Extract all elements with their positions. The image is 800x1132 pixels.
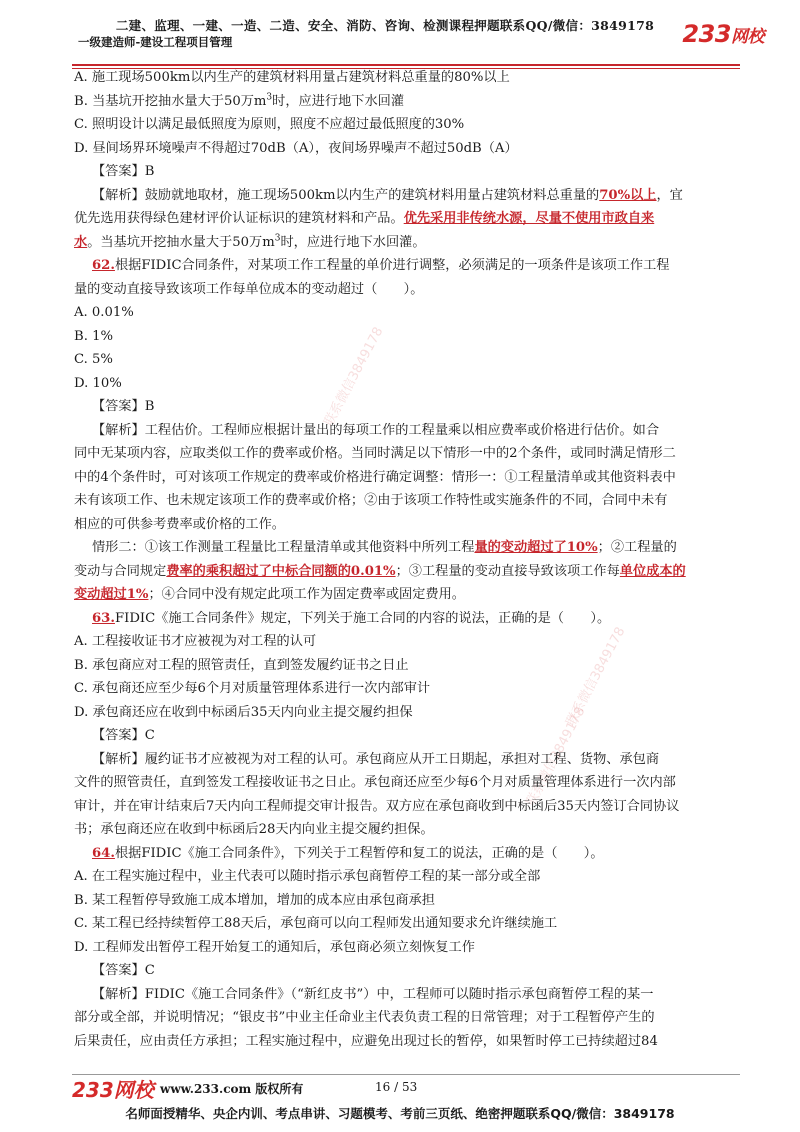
footer-rule [72, 1074, 740, 1075]
text-line [74, 936, 732, 960]
watermark: 联系微信3849178 [563, 624, 629, 729]
watermark: 联系微信3849178 [321, 324, 387, 429]
text-line [92, 184, 732, 208]
text-line [92, 842, 732, 866]
text-segment: B. 承包商应对工程的照管责任，直到签发履约证书之日止 [74, 657, 409, 673]
text-segment: 时，应进行地下水回灌 [272, 93, 405, 109]
text-line [74, 583, 732, 607]
text-segment: 3 [274, 233, 281, 244]
text-line [74, 278, 732, 302]
text-segment: B. 当基坑开挖抽水量大于50万m [74, 93, 267, 109]
highlighted-text: 70%以上 [599, 187, 657, 203]
text-line [92, 254, 732, 278]
page-number: 16 / 53 [375, 1080, 418, 1094]
text-line [92, 419, 732, 443]
text-segment: 【解析】工程估价。工程师应根据计量出的每项工作的工程量乘以相应费率或价格进行估价。如合 [92, 422, 660, 438]
text-segment: A. 施工现场500km以内生产的建筑材料用量占建筑材料总重量的80%以上 [74, 70, 510, 85]
text-segment: 部分或全部，并说明情况；“银皮书”中业主任命业主代表负责工程的日常管理；对于工程暂停产生的 [74, 1010, 655, 1025]
text-line [74, 348, 732, 372]
text-line [74, 513, 732, 537]
header-subject: 一级建造师-建设工程项目管理 [78, 35, 233, 49]
text-segment: 书；承包商还应在收到中标函后28天内向业主提交履约担保。 [74, 822, 434, 837]
text-segment: 情形二：①该工作测量工程量比工程量清单或其他资料中所列工程 [92, 540, 475, 555]
text-segment: D. 10% [74, 375, 122, 391]
text-line [74, 795, 732, 819]
footer-copyright: www.233.com 版权所有 [160, 1082, 304, 1096]
text-segment: 时，应进行地下水回灌。 [280, 234, 426, 250]
highlighted-text: 水 [74, 234, 88, 250]
footer-logo: 233网校 [72, 1078, 154, 1102]
text-segment: C. 某工程已经持续暂停工88天后，承包商可以向工程师发出通知要求允许继续施工 [74, 916, 558, 931]
text-segment: B. 某工程暂停导致施工成本增加，增加的成本应由承包商承担 [74, 892, 435, 908]
text-line [74, 301, 732, 325]
highlighted-text: 费率的乘积超过了中标合同额的0.01% [166, 563, 396, 579]
text-line [74, 865, 732, 889]
watermark: 联系微信3849178 [523, 704, 589, 809]
text-segment: 【答案】B [92, 164, 155, 179]
text-segment: A. 工程接收证书才应被视为对工程的认可 [74, 634, 317, 649]
text-line [74, 1030, 732, 1054]
text-segment: ；③工程量的变动直接导致该项工作每 [395, 563, 620, 579]
text-segment: 量的变动直接导致该项工作每单位成本的变动超过（ ）。 [74, 281, 424, 297]
text-line [74, 771, 732, 795]
text-line [74, 90, 732, 114]
text-line [74, 137, 732, 161]
text-segment: 根据FIDIC合同条件，对某项工作工程量的单价进行调整，必须满足的一项条件是该项工作工程 [114, 258, 670, 273]
header-contact-line: 二建、监理、一建、一造、二造、安全、消防、咨询、检测课程押题联系QQ/微信：3849178 [115, 18, 655, 33]
text-segment: ；④合同中没有规定此项工作为固定费率或固定费用。 [148, 587, 465, 602]
text-segment: ；②工程量的 [597, 540, 677, 555]
text-line [74, 818, 732, 842]
text-segment: 【解析】履约证书才应被视为对工程的认可。承包商应从开工日期起，承担对工程、货物、承包商 [92, 751, 660, 767]
text-segment: A. 0.01% [74, 305, 134, 320]
text-line [74, 372, 732, 396]
text-segment: FIDIC《施工合同条件》规定，下列关于施工合同的内容的说法，正确的是（ ）。 [114, 610, 611, 626]
text-segment: 【解析】FIDIC《施工合同条件》（“新红皮书”）中，工程师可以随时指示承包商暂停工程的某一 [92, 986, 654, 1002]
text-segment: 文件的照管责任，直到签发工程接收证书之日止。承包商还应至少每6个月对质量管理体系进行一次内部 [74, 775, 676, 790]
text-segment: 未有该项工作、也未规定该项工作的费率或价格；②由于该项工作特性或实施条件的不同，合同中未有 [74, 493, 668, 508]
text-line [92, 983, 732, 1007]
highlighted-text: 优先采用非传统水源，尽量不使用市政自来 [403, 211, 655, 226]
text-segment: 中的4个条件时，可对该项工作规定的费率或价格进行确定调整：情形一：①工程量清单或其他资料表中 [74, 469, 676, 485]
question-number: 62. [92, 258, 115, 273]
text-segment: B. 1% [74, 328, 113, 344]
text-line [74, 889, 732, 913]
text-line [74, 677, 732, 701]
text-line [92, 160, 732, 184]
question-number: 63. [92, 610, 115, 626]
text-line [74, 630, 732, 654]
text-segment: C. 5% [74, 352, 113, 367]
text-line [74, 560, 732, 584]
page-header [0, 14, 800, 54]
text-segment: 3 [266, 92, 273, 103]
document-body [74, 66, 732, 1053]
text-segment: 审计，并在审计结束后7天内向工程师提交审计报告。双方应在承包商收到中标函后35天内签订合同协议 [74, 798, 680, 814]
highlighted-text: 单位成本的 [619, 563, 686, 579]
question-number: 64. [92, 845, 115, 861]
text-line [74, 489, 732, 513]
text-segment: 【解析】鼓励就地取材，施工现场500km以内生产的建筑材料用量占建筑材料总重量的 [92, 187, 600, 203]
text-line [74, 1006, 732, 1030]
text-line [74, 912, 732, 936]
text-segment: D. 承包商还应在收到中标函后35天内向业主提交履约担保 [74, 704, 413, 720]
text-line [74, 701, 732, 725]
text-segment: 变动与合同规定 [74, 563, 167, 579]
text-segment: D. 昼间场界环境噪声不得超过70dB（A），夜间场界噪声不超过50dB（A） [74, 140, 518, 156]
text-line [74, 113, 732, 137]
footer-promo: 名师面授精华、央企内训、考点串讲、习题模考、考前三页纸、绝密押题联系QQ/微信：3849178 [125, 1106, 675, 1121]
text-line [92, 724, 732, 748]
text-segment: C. 承包商还应至少每6个月对质量管理体系进行一次内部审计 [74, 681, 431, 696]
text-segment: A. 在工程实施过程中，业主代表可以随时指示承包商暂停工程的某一部分或全部 [74, 869, 541, 884]
highlighted-text: 变动超过1% [74, 587, 149, 602]
text-segment: 【答案】C [92, 728, 155, 743]
text-segment: 【答案】C [92, 963, 155, 978]
text-segment: ，宜 [656, 187, 683, 203]
text-line [74, 466, 732, 490]
text-line [92, 536, 732, 560]
text-segment: 【答案】B [92, 399, 155, 414]
text-segment: D. 工程师发出暂停工程开始复工的通知后，承包商必须立刻恢复工作 [74, 939, 475, 955]
text-segment: 相应的可供参考费率或价格的工作。 [74, 516, 285, 532]
text-segment: 后果责任，应由责任方承担；工程实施过程中，应避免出现过长的暂停，如果暂时停工已持续超过84 [74, 1033, 658, 1049]
text-line [74, 654, 732, 678]
text-segment: 优先选用获得绿色建材评价认证标识的建筑材料和产品。 [74, 211, 404, 226]
text-segment: 根据FIDIC《施工合同条件》，下列关于工程暂停和复工的说法，正确的是（ ）。 [114, 845, 604, 861]
text-segment: C. 照明设计以满足最低照度为原则，照度不应超过最低照度的30% [74, 117, 465, 132]
text-line [92, 748, 732, 772]
text-segment: 同中无某项内容，应取类似工作的费率或价格。当同时满足以下情形一中的2个条件，或同时满足情形二 [74, 446, 676, 461]
highlighted-text: 量的变动超过了10% [474, 540, 598, 555]
text-segment: 。当基坑开挖抽水量大于50万m [87, 234, 275, 250]
text-line [92, 607, 732, 631]
text-line [92, 959, 732, 983]
brand-logo: 233网校 [682, 20, 764, 48]
text-line [74, 442, 732, 466]
text-line [74, 66, 732, 90]
text-line [74, 207, 732, 231]
text-line [74, 325, 732, 349]
text-line [92, 395, 732, 419]
text-line [74, 231, 732, 255]
